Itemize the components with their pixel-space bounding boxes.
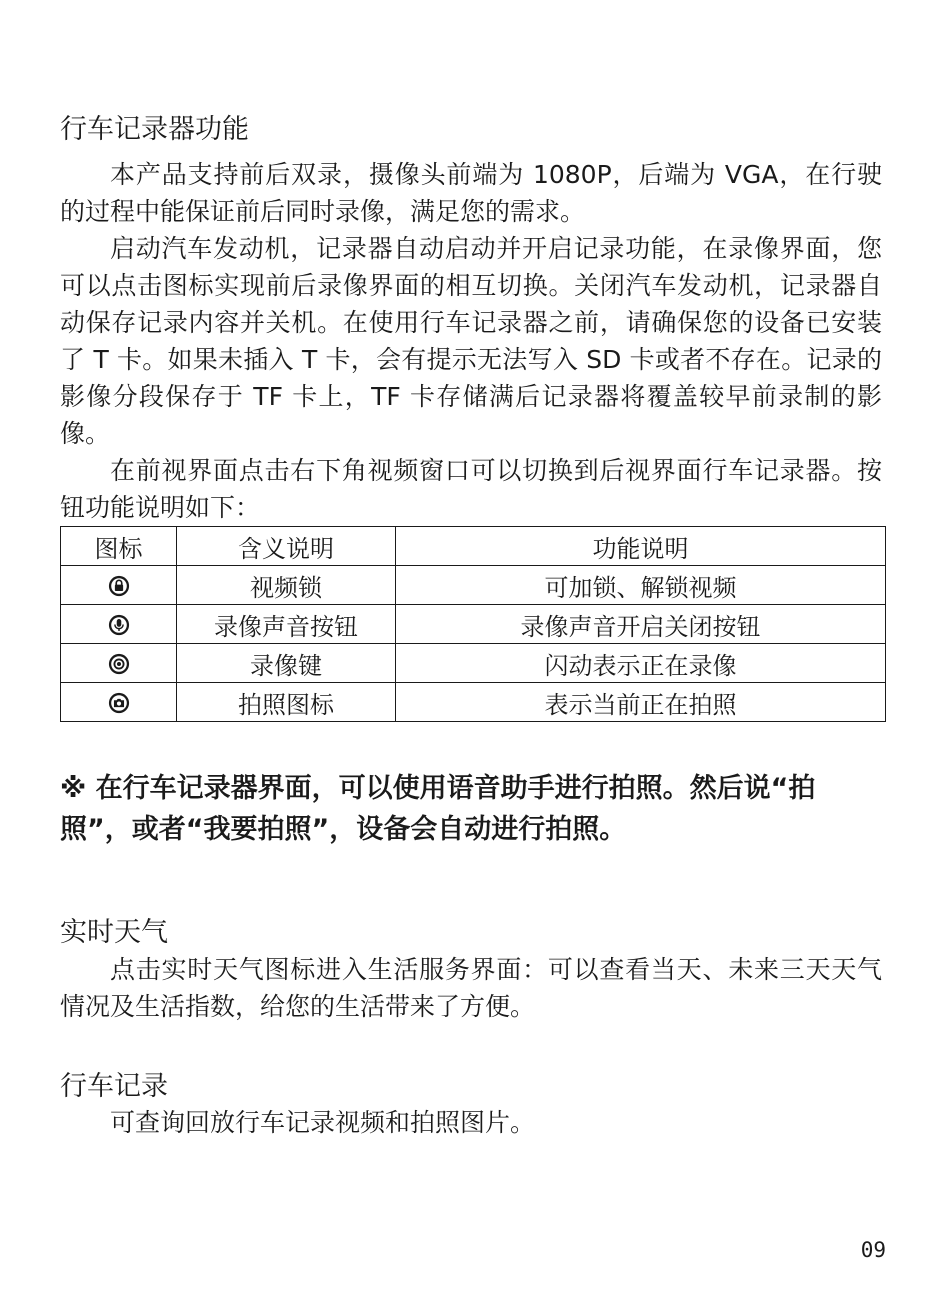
recorder-paragraph-2: 启动汽车发动机，记录器自动启动并开启记录功能，在录像界面，您可以点击图标实现前后录像界面的相互切换。关闭汽车发动机，记录器自动保存记录内容并关机。在使用行车记录器之前，请确保您的设备已安装了 T 卡。如果未插入 T 卡，会有提示无法写入 SD 卡或者不存在。记录的影像分段保存于 TF 卡上，TF 卡存储满后记录器将覆盖较早前录制的影像。: [60, 234, 882, 448]
table-header-function: 功能说明: [396, 527, 886, 566]
table-row: [61, 644, 886, 683]
table-cell-function: 录像声音开启关闭按钮: [396, 605, 886, 644]
table-cell-function: 表示当前正在拍照: [396, 683, 886, 722]
section-heading-recorder: 行车记录器功能: [60, 114, 249, 145]
section-heading-records: 行车记录: [60, 1071, 168, 1102]
table-cell-icon: [61, 644, 177, 683]
table-cell-function: 闪动表示正在录像: [396, 644, 886, 683]
table-header-icon: 图标: [61, 527, 177, 566]
table-header-meaning: 含义说明: [177, 527, 396, 566]
table-row: [61, 683, 886, 722]
table-cell-icon: [61, 605, 177, 644]
table-cell-meaning: 拍照图标: [177, 683, 396, 722]
section-heading-weather: 实时天气: [60, 917, 168, 948]
camera-icon: [108, 692, 130, 714]
table-cell-meaning: 视频锁: [177, 566, 396, 605]
button-function-table: [60, 526, 886, 722]
lock-icon: [108, 575, 130, 597]
table-cell-meaning: 录像键: [177, 644, 396, 683]
weather-paragraph: 点击实时天气图标进入生活服务界面：可以查看当天、未来三天天气情况及生活指数，给您的生活带来了方便。: [60, 955, 882, 1021]
table-cell-meaning: 录像声音按钮: [177, 605, 396, 644]
table-cell-function: 可加锁、解锁视频: [396, 566, 886, 605]
voice-photo-note: ※ 在行车记录器界面，可以使用语音助手进行拍照。然后说“拍照”，或者“我要拍照”，设备会自动进行拍照。: [60, 773, 816, 845]
table-cell-icon: [61, 566, 177, 605]
recorder-paragraph-1: 本产品支持前后双录，摄像头前端为 1080P，后端为 VGA，在行驶的过程中能保证前后同时录像，满足您的需求。: [60, 160, 882, 226]
table-header-row: [61, 527, 886, 566]
record-icon: [108, 653, 130, 675]
microphone-icon: [108, 614, 130, 636]
table-cell-icon: [61, 683, 177, 722]
page-number: 09: [860, 1238, 886, 1262]
records-paragraph: 可查询回放行车记录视频和拍照图片。: [110, 1108, 536, 1137]
table-row: [61, 605, 886, 644]
recorder-paragraph-3: 在前视界面点击右下角视频窗口可以切换到后视界面行车记录器。按钮功能说明如下：: [60, 456, 882, 522]
table-row: [61, 566, 886, 605]
